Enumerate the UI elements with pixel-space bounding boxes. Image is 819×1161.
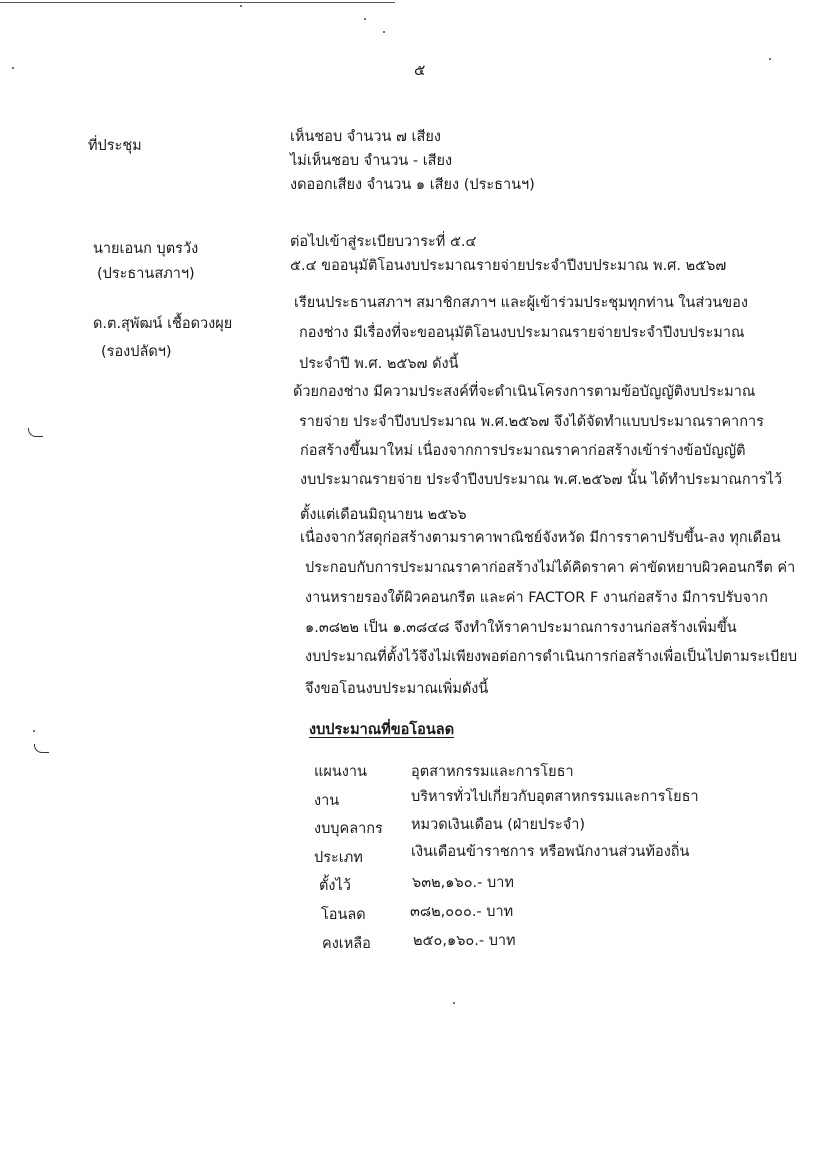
budget-key-remaining: คงเหลือ [322,936,371,952]
scan-speck [769,58,771,60]
budget-key-plan: แผนงาน [314,764,367,780]
body-line: งบประมาณที่ตั้งไว้จึงไม่เพียงพอต่อการดำเนินการก่อสร้างเพื่อเป็นไปตามระเบียบ [305,649,798,665]
vote-approve: เห็นชอบ จำนวน ๗ เสียง [290,129,441,145]
body-line: รายจ่าย ประจำปีงบประมาณ พ.ศ.๒๕๖๗ จึงได้จัดทำแบบประมาณราคาการ [299,414,764,430]
budget-value-plan: อุตสาหกรรมและการโยธา [411,764,574,780]
speaker-deputy-name: ด.ต.สุพัฒน์ เชื้อดวงผุย [93,316,233,332]
agenda-title: ๕.๔ ขออนุมัติโอนงบประมาณรายจ่ายประจำปีงบประมาณ พ.ศ. ๒๕๖๗ [290,258,727,274]
speaker-chair-role: (ประธานสภาฯ) [97,266,195,282]
vote-abstain: งดออกเสียง จำนวน ๑ เสียง (ประธานฯ) [290,177,535,193]
agenda-line: ต่อไปเข้าสู่ระเบียบวาระที่ ๕.๔ [290,234,477,250]
speaker-deputy-role: (รองปลัดฯ) [101,344,172,360]
scan-speck [453,1002,455,1004]
speaker-chair-name: นายเอนก บุตรวัง [93,241,199,257]
body-line: เนื่องจากวัสดุก่อสร้างตามราคาพาณิชย์จังหวัด มีการราคาปรับขึ้น-ลง ทุกเดือน [300,530,781,546]
top-scan-line [0,2,395,3]
budget-key-personnel: งบบุคลากร [314,821,383,837]
transfer-out-heading: งบประมาณที่ขอโอนลด [309,722,455,738]
page-number: ๕ [414,61,426,79]
vote-disapprove: ไม่เห็นชอบ จำนวน - เสียง [290,153,453,169]
body-line: ด้วยกองช่าง มีความประสงค์ที่จะดำเนินโครงการตามข้อบัญญัติงบประมาณ [293,384,756,400]
budget-value-transfer: ๓๘๒,๐๐๐.- บาท [410,904,514,920]
body-line: จึงขอโอนงบประมาณเพิ่มดังนี้ [305,681,489,697]
scan-speck [240,5,242,7]
budget-value-remaining: ๒๕๐,๑๖๐.- บาท [413,933,516,949]
scan-speck [383,31,385,33]
budget-value-personnel: หมวดเงินเดือน (ฝ่ายประจำ) [411,817,586,833]
body-line: ประกอบกับการประมาณราคาก่อสร้างไม่ได้คิดราคา ค่าขัดหยาบผิวคอนกรีต ค่า [305,560,796,576]
body-line: กองช่าง มีเรื่องที่จะขออนุมัติโอนงบประมาณรายจ่ายประจำปีงบประมาณ [299,325,745,341]
budget-value-work: บริหารทั่วไปเกี่ยวกับอุตสาหกรรมและการโยธา [411,789,699,805]
body-line: ตั้งแต่เดือนมิถุนายน ๒๕๖๖ [300,507,467,523]
budget-key-transfer: โอนลด [321,907,366,923]
scan-mark [34,744,49,753]
scan-speck [33,730,35,732]
budget-value-allocated: ๖๓๒,๑๖๐.- บาท [412,875,514,891]
scan-mark [28,428,43,437]
budget-value-type: เงินเดือนข้าราชการ หรือพนักงานส่วนท้องถิ่น [411,844,690,860]
speaker-meeting: ที่ประชุม [88,138,142,154]
scan-speck [12,67,14,69]
body-line: ก่อสร้างขึ้นมาใหม่ เนื่องจากการประมาณราคาก่อสร้างเข้าร่างข้อบัญญัติ [300,443,746,459]
budget-key-work: งาน [314,793,340,809]
scan-speck [364,18,366,20]
body-line: ๑.๓๘๒๒ เป็น ๑.๓๘๔๘ จึงทำให้ราคาประมาณการงานก่อสร้างเพิ่มขึ้น [305,620,737,636]
body-line: งานหรายรองใต้ผิวคอนกรีต และค่า FACTOR F งานก่อสร้าง มีการปรับจาก [305,590,768,606]
budget-key-allocated: ตั้งไว้ [319,878,351,894]
budget-key-type: ประเภท [314,850,363,866]
body-line: งบประมาณรายจ่าย ประจำปีงบประมาณ พ.ศ.๒๕๖๗ นั้น ได้ทำประมาณการไว้ [300,472,782,488]
body-line: ประจำปี พ.ศ. ๒๕๖๗ ดังนี้ [299,356,459,372]
body-line: เรียนประธานสภาฯ สมาชิกสภาฯ และผู้เข้าร่วมประชุมทุกท่าน ในส่วนของ [294,295,748,311]
